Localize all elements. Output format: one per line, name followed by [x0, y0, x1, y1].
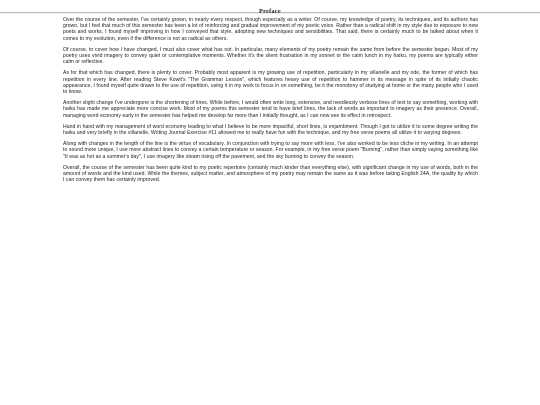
paragraph-7: Overall, the course of the semester has been quite kind to my poetic repertoire (certainly much kinder than everything else), with significant change in my use of words, both in the amount of words and the kind used. While the themes, subject matter, and atmosphere of my poetry may remain the same as it was before taking English 24A, the quality by which I can convey them has certainly improved. — [63, 164, 478, 184]
document-body — [63, 17, 478, 188]
document-header — [0, 0, 540, 13]
document-title: Preface — [259, 8, 281, 15]
paragraph-6: Along with changes in the length of the line is the virtue of vocabulary. In conjunction with trying to say more with less, I've also worked to be less cliche in my writing. In an attempt to sound more unique, I use more abstract lines to convey a certain temperature or season. For example, in my free verse poem "Burning", rather than simply saying something like "It was as hot as a summer's day", I use imagery like steam rising off the pavement, and the sky burning to convey the season. — [63, 141, 478, 160]
paragraph-1: Over the course of the semester, I've certainly grown, in nearly every respect, though especially as a writer. Of course, my knowledge of poetry, its techniques, and its authors has grown, but I feel that much of this semester has been a lot of reinforcing and gradual improvement of my poetic voice. Rather than a radical shift in my style due to exposure to new poets and works, I found myself improving in how I conveyed that style, adopting new techniques and sensibilities. That said, there is certainly much to be talked about when it comes to my evolution, even if the difference is not as radical as others. — [63, 17, 478, 42]
paragraph-2: Of course, to cover how I have changed, I must also cover what has not. In particular, many elements of my poetry remain the same from before the semester began. Most of my poetry uses vivid imagery to convey quiet or contemplative moments. Whether it's the silent frustration in my sonnet or the calm lunch in my haiku, my poems are typically either calm or reflective. — [63, 46, 478, 66]
paragraph-5: Hand in hand with my management of word economy leading to what I believe to be more impactful, short lines, is enjambment. Though I got to utilize it to some degree writing the haiku and very briefly in the villanelle, Writing Journal Exercise #11 allowed me to really have fun with the technique, and my free verse poems all utilize it to varying degrees. — [63, 123, 478, 137]
paragraph-4: Another slight change I've undergone is the shortening of lines. While before, I would often write long, extensive, and needlessly verbose lines of text to say something, working with haiku has made me appreciate more concise work. Most of my poems this semester tend to have brief lines, the lack of words as important to imagery as their presence. Overall, managing word economy early in the semester has helped me develop far more than I initially thought, as I can now see its effect in retrospect. — [63, 100, 478, 119]
paragraph-3: As for that which has changed, there is plenty to cover. Probably most apparent is my growing use of repetition, particularly in my villanelle and my ode, the former of which has repetition in every line. After reading Steve Kowit's "The Grammar Lesson", which features heavy use of repetition to hammer in its message in spite of its initially chaotic appearance, I found myself quite drawn to the use of repetition, using it in my work to focus in on something, be it the monotony of studying at home or the many people who I used to know. — [63, 70, 478, 96]
